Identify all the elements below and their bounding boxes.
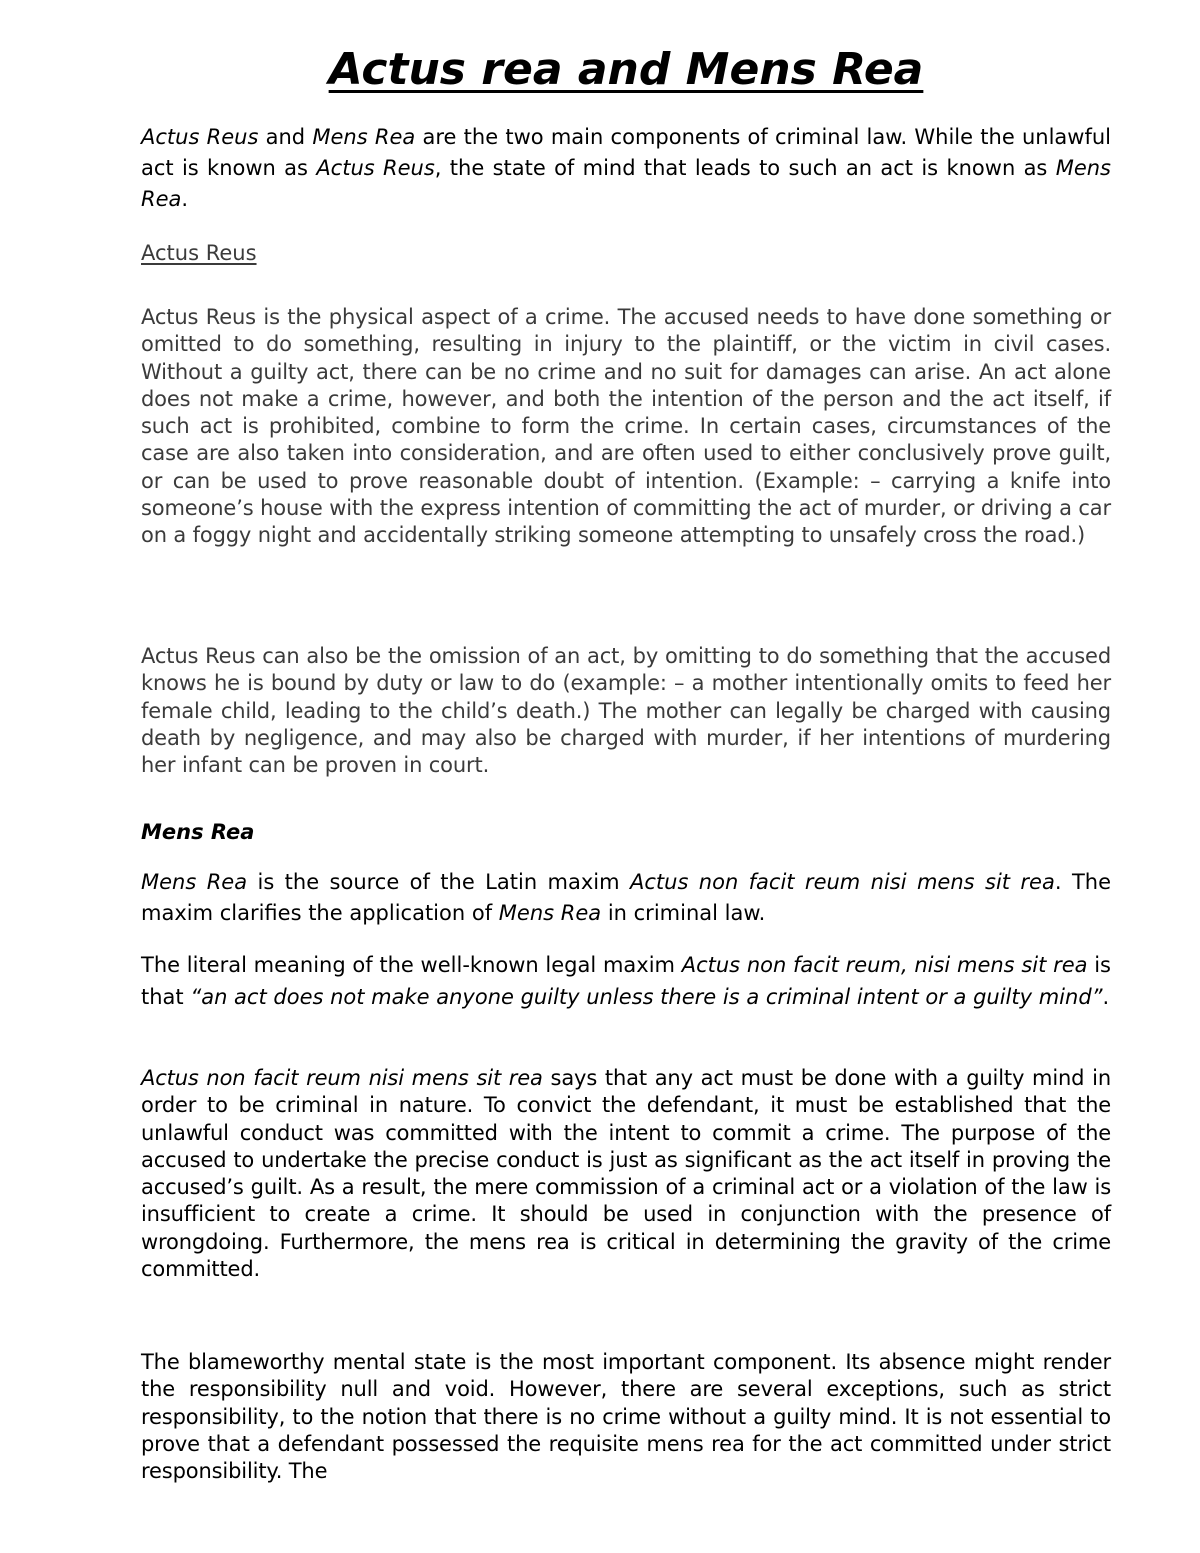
document-title: Actus rea and Mens Rea xyxy=(328,44,924,95)
actus-reus-paragraph-1: Actus Reus is the physical aspect of a crime. The accused needs to have done something or omitted to do something, resulting in injury to the plaintiff, or the victim in civil cases. Without a guilty act, there can be no crime and no suit for damages can arise. An act alone does not make a crime, however, and both the intention of the person and the act itself, if such act is prohibited, combine to form the crime. In certain cases, circumstances of the case are also taken into consideration, and are often used to either conclusively prove guilt, or can be used to prove reasonable doubt of intention. (Example: – carrying a knife into someone’s house with the express intention of committing the act of murder, or driving a car on a foggy night and accidentally striking someone attempting to unsafely cross the road.) xyxy=(141,305,1111,548)
mens-rea-heading: Mens Rea xyxy=(141,820,255,844)
intro-term-actus: Actus Reus xyxy=(141,125,259,149)
actus-reus-heading: Actus Reus xyxy=(141,241,257,265)
intro-term-mens: Mens Rea xyxy=(312,125,416,149)
latin-maxim: Actus non facit reum nisi mens sit rea xyxy=(629,870,1055,894)
mens-rea-paragraph-2: The literal meaning of the well-known legal maxim Actus non facit reum, nisi mens sit rea is that “an act does not make anyone guilty unless there is a criminal intent or a guilty mind”. xyxy=(141,953,1111,1009)
mens-rea-paragraph-1: Mens Rea is the source of the Latin maxim Actus non facit reum nisi mens sit rea. The maxim clarifies the application of Mens Rea in criminal law. xyxy=(141,870,1111,925)
intro-paragraph: Actus Reus and Mens Rea are the two main components of criminal law. While the unlawful act is known as Actus Reus, the state of mind that leads to such an act is known as Mens Rea. xyxy=(141,125,1111,211)
actus-reus-paragraph-2: Actus Reus can also be the omission of an act, by omitting to do something that the accused knows he is bound by duty or law to do (example: – a mother intentionally omits to feed her female child, leading to the child’s death.) The mother can legally be charged with causing death by negligence, and may also be charged with murder, if her intentions of murdering her infant can be proven in court. xyxy=(141,644,1111,778)
mens-rea-paragraph-4: The blameworthy mental state is the most important component. Its absence might render the responsibility null and void. However, there are several exceptions, such as strict responsibility, to the notion that there is no crime without a guilty mind. It is not essential to prove that a defendant possessed the requisite mens rea for the act committed under strict responsibility. The xyxy=(141,1350,1111,1484)
mens-rea-paragraph-3: Actus non facit reum nisi mens sit rea says that any act must be done with a guilty mind in order to be criminal in nature. To convict the defendant, it must be established that the unlawful conduct was committed with the intent to commit a crime. The purpose of the accused to undertake the precise conduct is just as significant as the act itself in proving the accused’s guilt. As a result, the mere commission of a criminal act or a violation of the law is insufficient to create a crime. It should be used in conjunction with the presence of wrongdoing. Furthermore, the mens rea is critical in determining the gravity of the crime committed. xyxy=(141,1066,1111,1282)
maxim-translation: “an act does not make anyone guilty unless there is a criminal intent or a guilty mind” xyxy=(190,985,1103,1009)
